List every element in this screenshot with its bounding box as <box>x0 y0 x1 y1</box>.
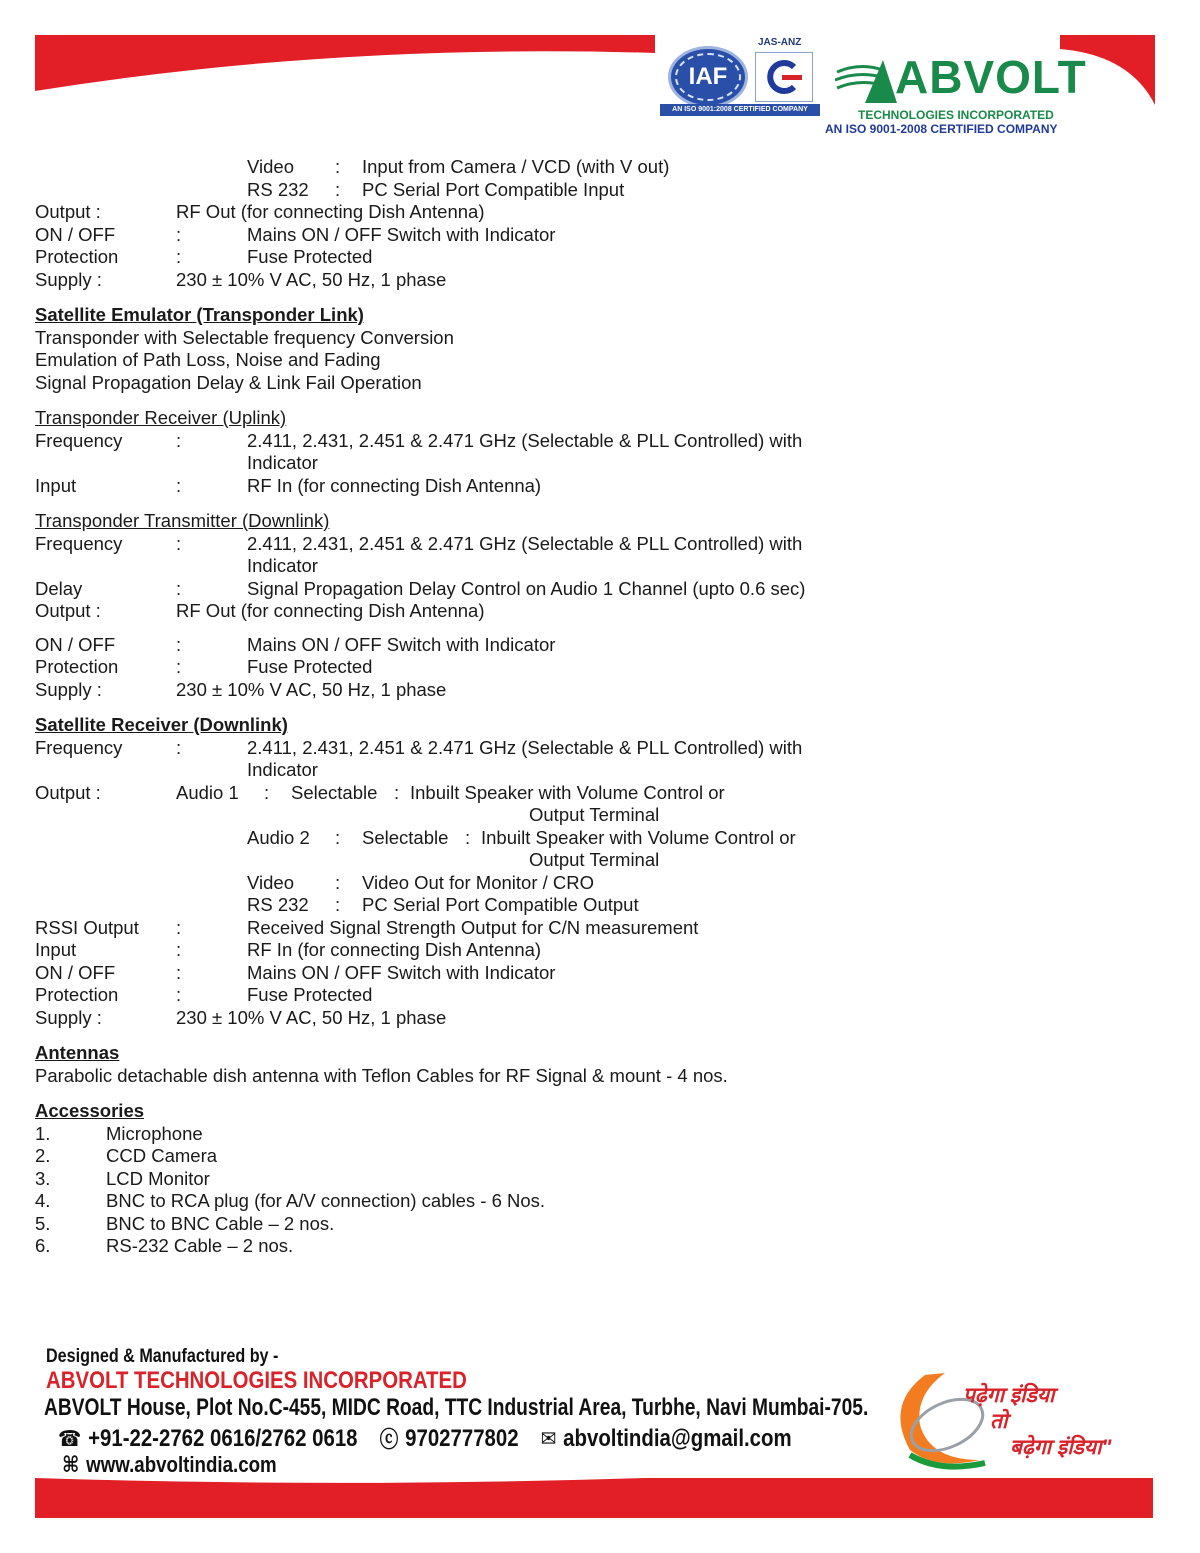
spec-row: Frequency : 2.411, 2.431, 2.451 & 2.471 GHz (Selectable & PLL Controlled) with <box>35 736 803 758</box>
spec-row: ON / OFF : Mains ON / OFF Switch with Indicator <box>35 961 556 983</box>
footer-mobile[interactable]: 9702777802 <box>405 1424 519 1452</box>
web-icon: ⌘ <box>62 1452 80 1477</box>
phone-fax-icon: ☎ <box>58 1425 82 1451</box>
iaf-certified-strip: AN ISO 9001:2008 CERTIFIED COMPANY <box>660 104 820 116</box>
list-item: 2. CCD Camera <box>35 1145 218 1166</box>
spec-row: RSSI Output : Received Signal Strength Output for C/N measurement <box>35 916 699 938</box>
spec-row: RS 232 : PC Serial Port Compatible Output <box>247 894 639 915</box>
footer-red-band <box>35 1478 1153 1518</box>
footer-website[interactable]: www.abvoltindia.com <box>86 1452 277 1477</box>
spec-row: Input : RF In (for connecting Dish Antenna) <box>35 474 542 496</box>
spec-row: Indicator <box>247 759 318 780</box>
spec-row: Supply : 230 ± 10% V AC, 50 Hz, 1 phase <box>35 678 447 700</box>
spec-row: Delay : Signal Propagation Delay Control on Audio 1 Channel (upto 0.6 sec) <box>35 577 806 599</box>
subsection-heading: Transponder Receiver (Uplink) <box>35 407 287 428</box>
subsection-heading: Transponder Transmitter (Downlink) <box>35 510 330 531</box>
list-item: 1. Microphone <box>35 1122 203 1144</box>
spec-row: Supply : 230 ± 10% V AC, 50 Hz, 1 phase <box>35 1006 447 1028</box>
spec-row: Protection : Fuse Protected <box>35 984 373 1005</box>
list-item: 3. LCD Monitor <box>35 1167 210 1189</box>
spec-row: Output Terminal <box>529 804 660 825</box>
abvolt-logo-mark <box>835 58 897 103</box>
hindi-line-3: बढ़ेगा इंडिया" <box>1010 1436 1112 1459</box>
section-heading: Satellite Receiver (Downlink) <box>35 714 288 735</box>
spec-row: Output : RF Out (for connecting Dish Antenna) <box>35 600 485 621</box>
iaf-logo: IAF <box>668 46 748 108</box>
section-heading: Accessories <box>35 1100 145 1121</box>
brand-iso-line: AN ISO 9001-2008 CERTIFIED COMPANY <box>825 122 1058 136</box>
email-icon: ✉ <box>540 1425 557 1451</box>
spec-row: ON / OFF : Mains ON / OFF Switch with Indicator <box>35 633 556 655</box>
footer-contact <box>58 1423 792 1454</box>
text-line: Transponder with Selectable frequency Conversion <box>35 326 454 348</box>
text-line: Signal Propagation Delay & Link Fail Operation <box>35 371 422 393</box>
jas-anz-logo <box>755 52 813 102</box>
spec-row: Indicator <box>247 555 318 576</box>
spec-row: Indicator <box>247 452 318 473</box>
list-item: 4. BNC to RCA plug (for A/V connection) cables - 6 Nos. <box>35 1190 546 1211</box>
footer-designed-by: Designed & Manufactured by - <box>46 1346 279 1367</box>
spec-row: Protection : Fuse Protected <box>35 246 373 267</box>
spec-content <box>0 156 1200 1258</box>
hindi-line-2: तो <box>990 1410 1008 1433</box>
spec-row: RS 232 : PC Serial Port Compatible Input <box>247 178 625 200</box>
jas-anz-label: JAS-ANZ <box>758 37 802 48</box>
spec-row: Protection : Fuse Protected <box>35 656 373 677</box>
hindi-line-1: पढ़ेगा इंडिया <box>963 1384 1055 1407</box>
spec-row: Output : Audio 1 : Selectable : Inbuilt Speaker with Volume Control or <box>35 781 725 803</box>
footer-website-line <box>62 1452 277 1478</box>
spec-row: Supply : 230 ± 10% V AC, 50 Hz, 1 phase <box>35 268 447 290</box>
list-item: 5. BNC to BNC Cable – 2 nos. <box>35 1212 335 1234</box>
spec-row: Frequency : 2.411, 2.431, 2.451 & 2.471 GHz (Selectable & PLL Controlled) with <box>35 429 803 451</box>
spec-row: Audio 2 : Selectable : Inbuilt Speaker with Volume Control or <box>247 826 796 848</box>
brand-name: ABVOLT <box>895 51 1087 103</box>
spec-row: Frequency : 2.411, 2.431, 2.451 & 2.471 GHz (Selectable & PLL Controlled) with <box>35 532 803 554</box>
text-line: Emulation of Path Loss, Noise and Fading <box>35 349 381 370</box>
spec-row: Output : RF Out (for connecting Dish Antenna) <box>35 201 485 222</box>
footer-email[interactable]: abvoltindia@gmail.com <box>563 1424 792 1452</box>
footer-phone[interactable]: +91-22-2762 0616/2762 0618 <box>88 1424 358 1452</box>
spec-row: Video : Input from Camera / VCD (with V out) <box>247 156 670 177</box>
header-red-band-left <box>35 35 655 95</box>
mobile-icon: ⓒ <box>379 1427 399 1452</box>
spec-row: Output Terminal <box>529 849 660 870</box>
spec-row: ON / OFF : Mains ON / OFF Switch with Indicator <box>35 223 556 245</box>
spec-row: Video : Video Out for Monitor / CRO <box>247 871 595 893</box>
padhega-india-logo <box>885 1365 1155 1470</box>
list-item: 6. RS-232 Cable – 2 nos. <box>35 1235 294 1256</box>
footer-address: ABVOLT House, Plot No.C-455, MIDC Road, TTC Industrial Area, Turbhe, Navi Mumbai-705. <box>44 1394 869 1421</box>
section-heading: Antennas <box>35 1042 120 1063</box>
section-heading: Satellite Emulator (Transponder Link) <box>35 304 364 325</box>
spec-row: Input : RF In (for connecting Dish Antenna) <box>35 939 542 960</box>
brand-subtitle: TECHNOLOGIES INCORPORATED <box>858 108 1054 122</box>
text-line: Parabolic detachable dish antenna with Teflon Cables for RF Signal & mount - 4 nos. <box>35 1064 728 1086</box>
footer-company: ABVOLT TECHNOLOGIES INCORPORATED <box>46 1367 467 1394</box>
